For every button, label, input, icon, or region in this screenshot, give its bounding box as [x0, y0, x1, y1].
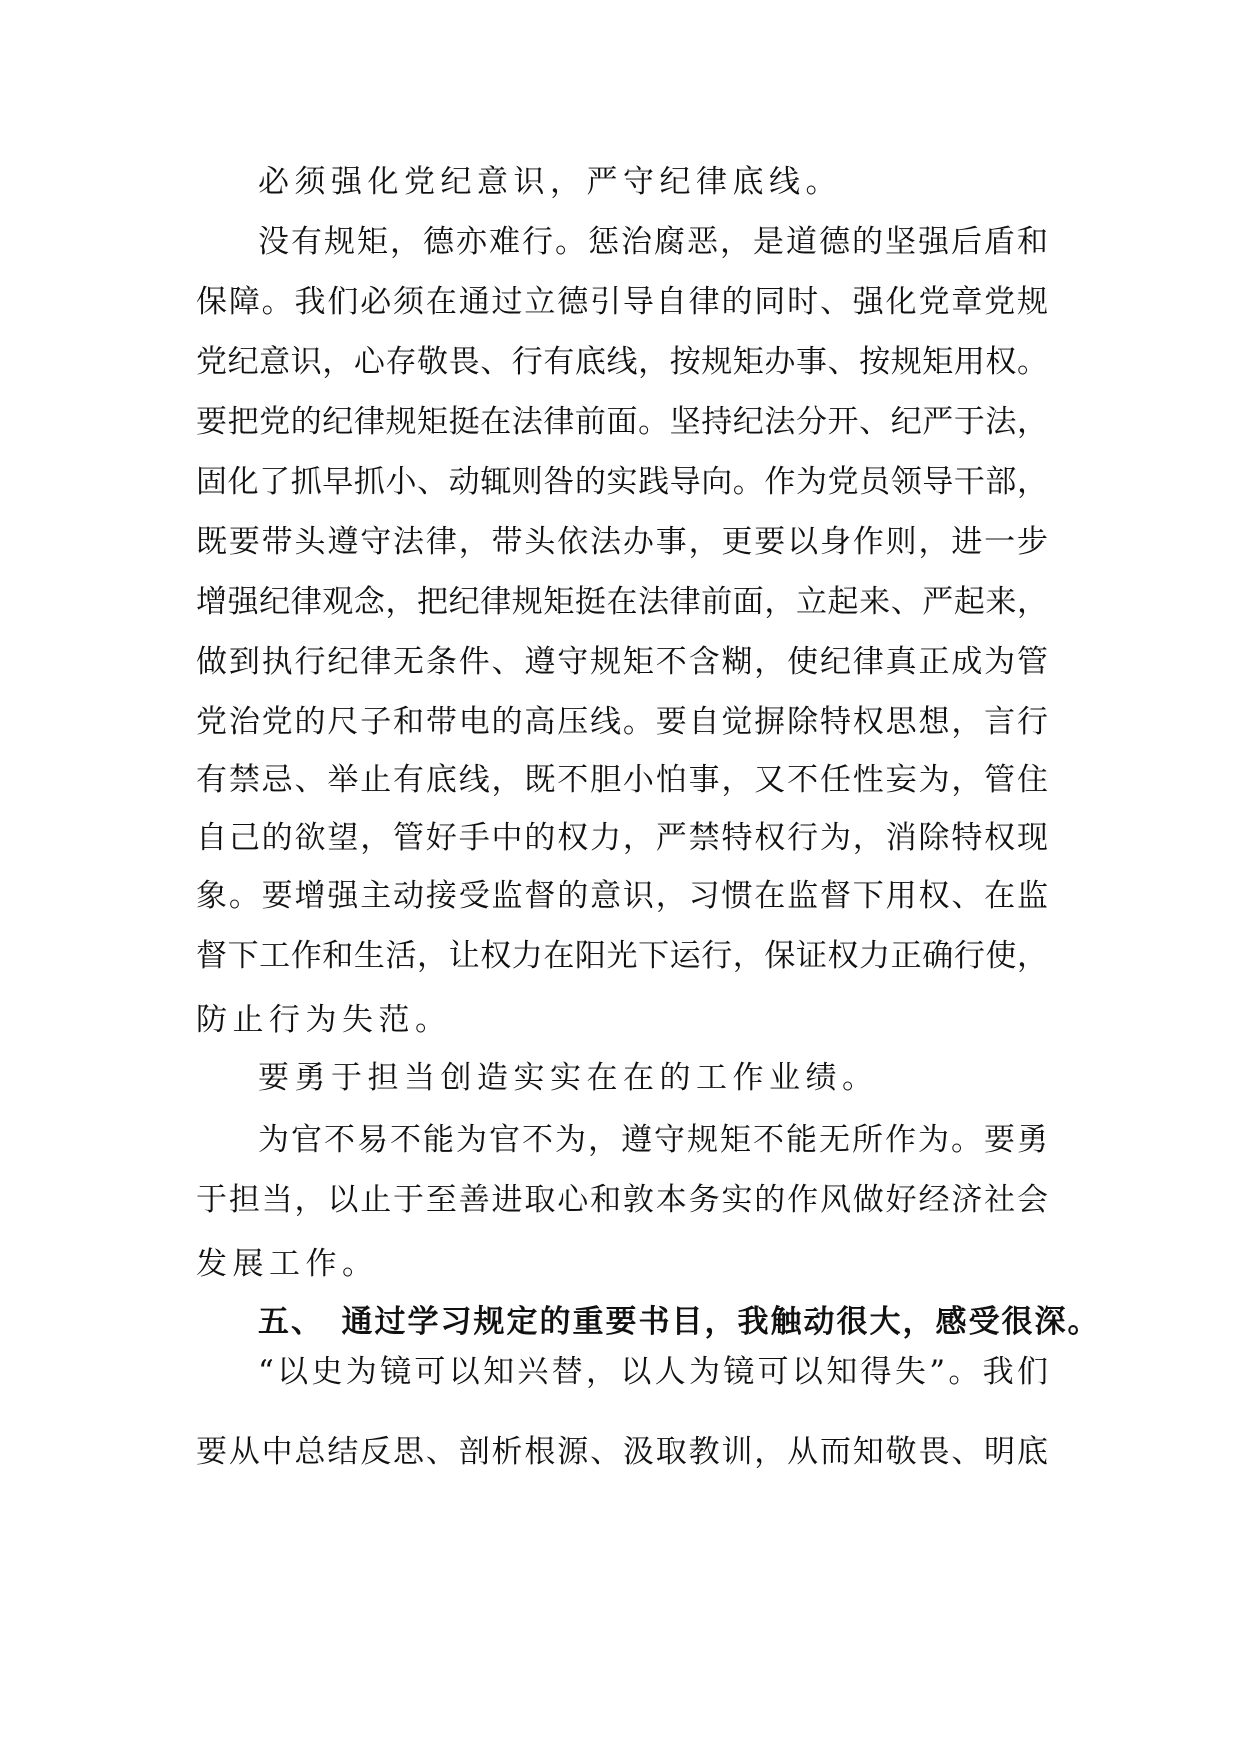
paragraph-line: 增强纪律观念，把纪律规矩挺在法律前面，立起来、严起来， [196, 584, 1048, 620]
paragraph-line: 既要带头遵守法律，带头依法办事，更要以身作则，进一步 [196, 524, 1048, 560]
paragraph-line: 督下工作和生活，让权力在阳光下运行，保证权力正确行使， [196, 938, 1048, 974]
paragraph-line: “以史为镜可以知兴替，以人为镜可以知得失”。我们 [258, 1354, 1048, 1390]
paragraph-line: 自己的欲望，管好手中的权力，严禁特权行为，消除特权现 [196, 820, 1048, 856]
paragraph-line: 发展工作。 [196, 1246, 379, 1282]
paragraph-line: 党治党的尺子和带电的高压线。要自觉摒除特权思想，言行 [196, 704, 1048, 740]
paragraph-heading: 要勇于担当创造实实在在的工作业绩。 [258, 1060, 879, 1096]
paragraph-heading: 必须强化党纪意识，严守纪律底线。 [258, 164, 842, 200]
paragraph-line: 要从中总结反思、剖析根源、汲取教训，从而知敬畏、明底 [196, 1434, 1048, 1470]
paragraph-line: 做到执行纪律无条件、遵守规矩不含糊，使纪律真正成为管 [196, 644, 1048, 680]
paragraph-line: 没有规矩，德亦难行。惩治腐恶，是道德的坚强后盾和 [258, 224, 1048, 260]
paragraph-line: 有禁忌、举止有底线，既不胆小怕事，又不任性妄为，管住 [196, 762, 1048, 798]
paragraph-line: 固化了抓早抓小、动辄则咎的实践导向。作为党员领导干部， [196, 464, 1048, 500]
paragraph-line: 要把党的纪律规矩挺在法律前面。坚持纪法分开、纪严于法， [196, 404, 1048, 440]
section-heading: 五、 通过学习规定的重要书目，我触动很大，感受很深。 [258, 1304, 1101, 1340]
paragraph-line: 为官不易不能为官不为，遵守规矩不能无所作为。要勇 [258, 1122, 1048, 1158]
paragraph-line: 于担当，以止于至善进取心和敦本务实的作风做好经济社会 [196, 1182, 1048, 1218]
paragraph-line: 防止行为失范。 [196, 1002, 452, 1038]
paragraph-line: 保障。我们必须在通过立德引导自律的同时、强化党章党规 [196, 284, 1048, 320]
paragraph-line: 党纪意识，心存敬畏、行有底线，按规矩办事、按规矩用权。 [196, 344, 1048, 380]
paragraph-line: 象。要增强主动接受监督的意识，习惯在监督下用权、在监 [196, 878, 1048, 914]
